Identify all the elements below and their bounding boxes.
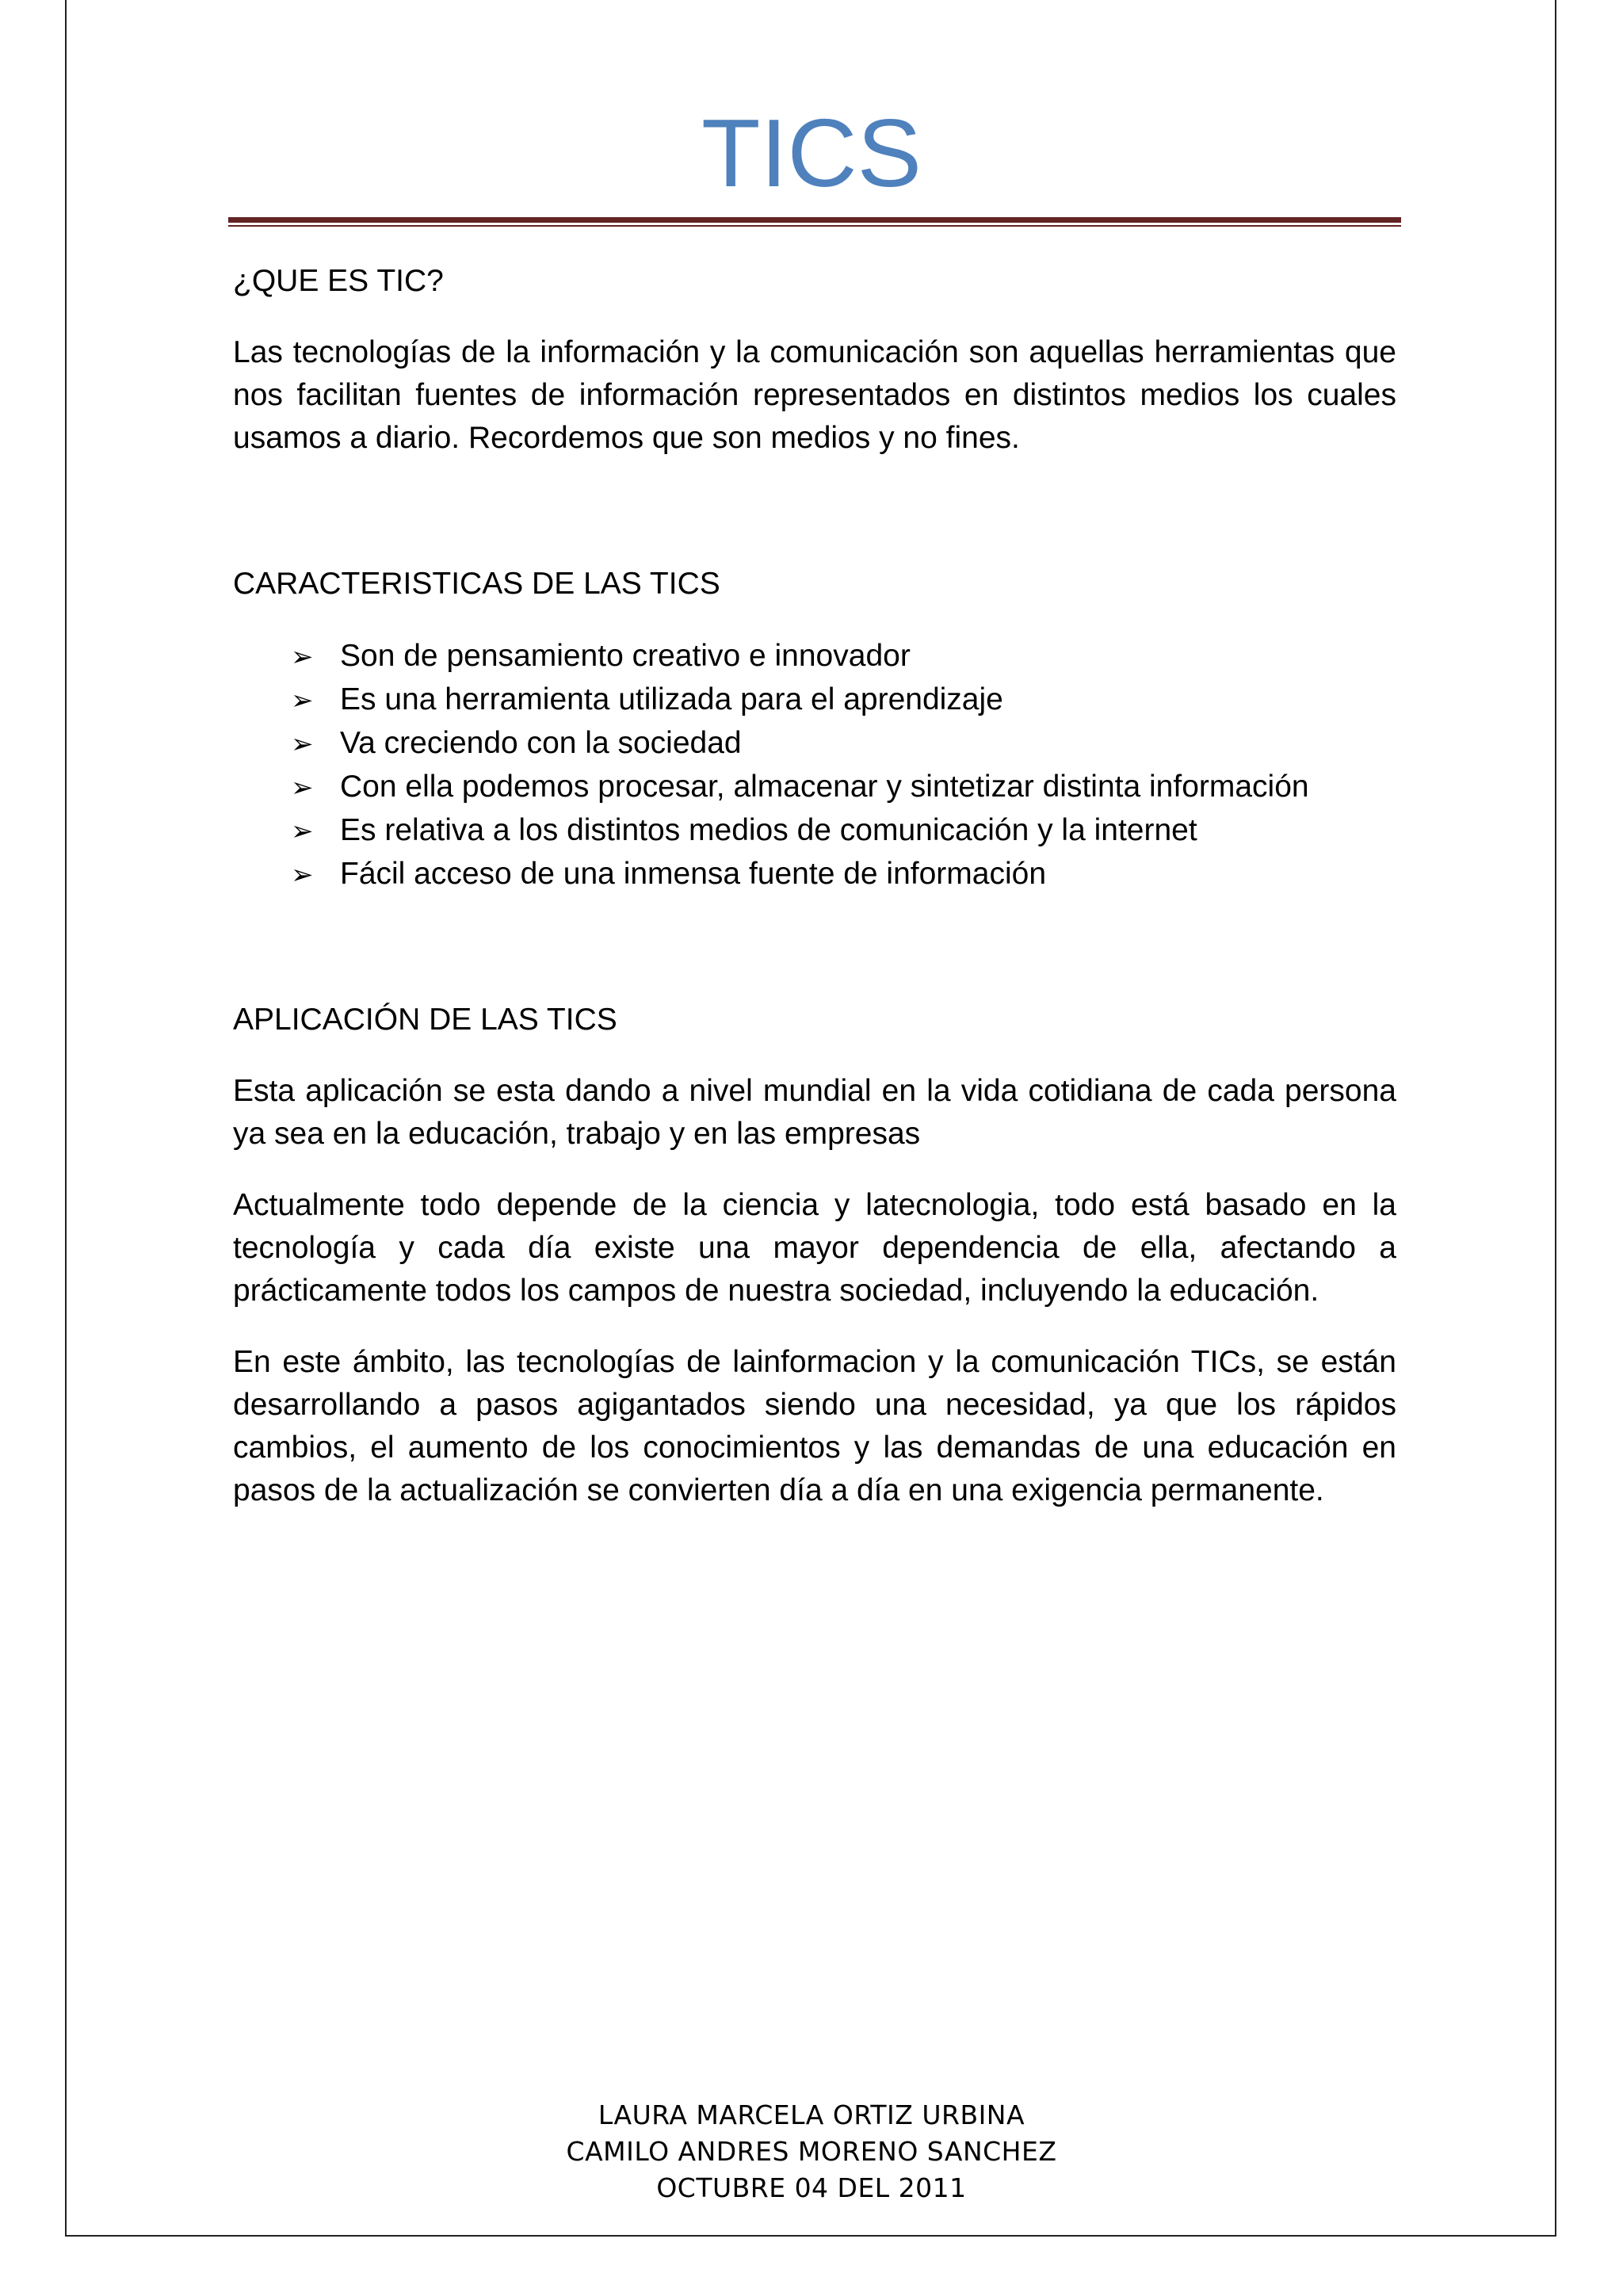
list-item-text: Va creciendo con la sociedad bbox=[340, 726, 742, 760]
arrowhead-bullet-icon: ➢ bbox=[291, 685, 314, 716]
arrowhead-bullet-icon: ➢ bbox=[291, 728, 314, 760]
arrowhead-bullet-icon: ➢ bbox=[291, 859, 314, 891]
page-footer bbox=[0, 2097, 1623, 2206]
list-item-text: Es una herramienta utilizada para el aprendizaje bbox=[340, 682, 1003, 716]
paragraph-application-2: Actualmente todo depende de la ciencia y latecnologia, todo está basado en la tecnología y cada día existe una mayor dependencia de ella, afectando a prácticamente todos los campos de nuestra sociedad, incluyendo la educación. bbox=[233, 1188, 1396, 1308]
paragraph-application-1: Esta aplicación se esta dando a nivel mundial en la vida cotidiana de cada persona ya sea en la educación, trabajo y en las empresas bbox=[233, 1074, 1396, 1151]
document-title: TICS bbox=[701, 99, 922, 207]
arrowhead-bullet-icon: ➢ bbox=[291, 772, 314, 804]
list-item bbox=[233, 766, 1396, 809]
list-item bbox=[233, 635, 1396, 678]
arrowhead-bullet-icon: ➢ bbox=[291, 641, 314, 673]
paragraph-application-3: En este ámbito, las tecnologías de lainformacion y la comunicación TICs, se están desarrollando a pasos agigantados siendo una necesidad, ya que los rápidos cambios, el aumento de los conocimientos y las demandas de una educación en pasos de la actualización se convierten día a día en una exigencia permanente. bbox=[233, 1345, 1396, 1507]
document-body bbox=[233, 260, 1396, 1512]
list-item bbox=[233, 809, 1396, 853]
characteristics-list bbox=[233, 635, 1396, 896]
arrowhead-bullet-icon: ➢ bbox=[291, 816, 314, 847]
list-item-text: Es relativa a los distintos medios de comunicación y la internet bbox=[340, 813, 1197, 847]
footer-author-1: LAURA MARCELA ORTIZ URBINA bbox=[598, 2099, 1025, 2130]
list-item bbox=[233, 678, 1396, 722]
title-rule bbox=[228, 217, 1401, 223]
list-item bbox=[233, 853, 1396, 896]
list-item-text: Fácil acceso de una inmensa fuente de información bbox=[340, 857, 1047, 891]
section-heading-characteristics: CARACTERISTICAS DE LAS TICS bbox=[233, 567, 720, 601]
list-item-text: Son de pensamiento creativo e innovador bbox=[340, 639, 911, 673]
paragraph-what-is: Las tecnologías de la información y la comunicación son aquellas herramientas que nos facilitan fuentes de información representados en distintos medios los cuales usamos a diario. Recordemos que son medios y no fines. bbox=[233, 335, 1396, 455]
title-rule-thin bbox=[228, 225, 1401, 227]
list-item-text: Con ella podemos procesar, almacenar y sintetizar distinta información bbox=[340, 770, 1309, 804]
section-heading-application: APLICACIÓN DE LAS TICS bbox=[233, 1003, 617, 1037]
section-heading-what-is: ¿QUE ES TIC? bbox=[233, 264, 444, 298]
footer-date: OCTUBRE 04 DEL 2011 bbox=[656, 2172, 967, 2203]
footer-author-2: CAMILO ANDRES MORENO SANCHEZ bbox=[566, 2136, 1057, 2167]
list-item bbox=[233, 722, 1396, 766]
